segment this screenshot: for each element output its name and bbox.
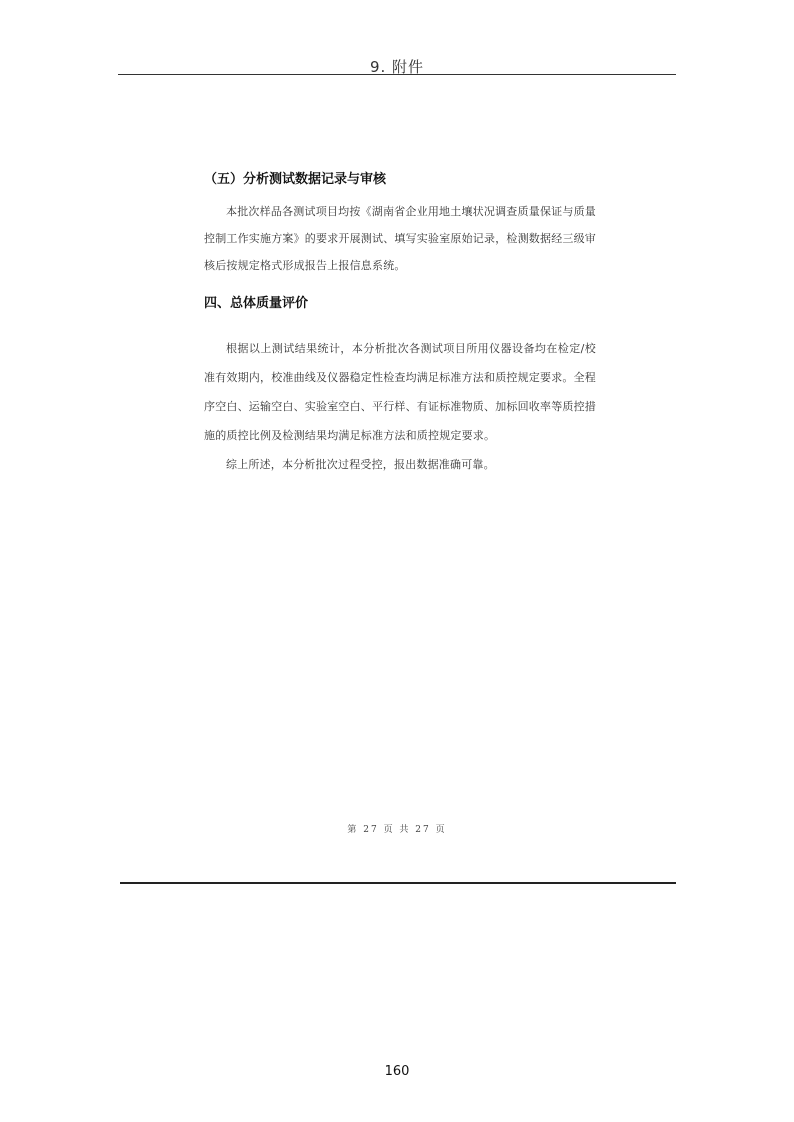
section-4: [204, 292, 596, 479]
section-4-paragraph-1: 根据以上测试结果统计，本分析批次各测试项目所用仪器设备均在检定/校准有效期内，校准曲线及仪器稳定性检查均满足标准方法和质控规定要求。全程序空白、运输空白、实验室空白、平行样、有证标准物质、加标回收率等质控措施的质控比例及检测结果均满足标准方法和质控规定要求。: [204, 342, 596, 442]
header-divider: [118, 74, 676, 75]
section-4-heading: 四、总体质量评价: [204, 296, 309, 311]
section-4-paragraph-2: 综上所述，本分析批次过程受控，报出数据准确可靠。: [226, 458, 495, 471]
section-5-paragraph: 本批次样品各测试项目均按《湖南省企业用地土壤状况调查质量保证与质量控制工作实施方案》的要求开展测试、填写实验室原始记录，检测数据经三级审核后按规定格式形成报告上报信息系统。: [204, 205, 596, 272]
section-5: [204, 168, 596, 279]
document-page-number: 160: [384, 1064, 410, 1079]
inner-page-number: 第 27 页 共 27 页: [347, 825, 447, 835]
section-5-heading: （五）分析测试数据记录与审核: [204, 172, 387, 187]
header-title: 9. 附件: [369, 58, 425, 76]
footer-divider: [120, 882, 676, 884]
